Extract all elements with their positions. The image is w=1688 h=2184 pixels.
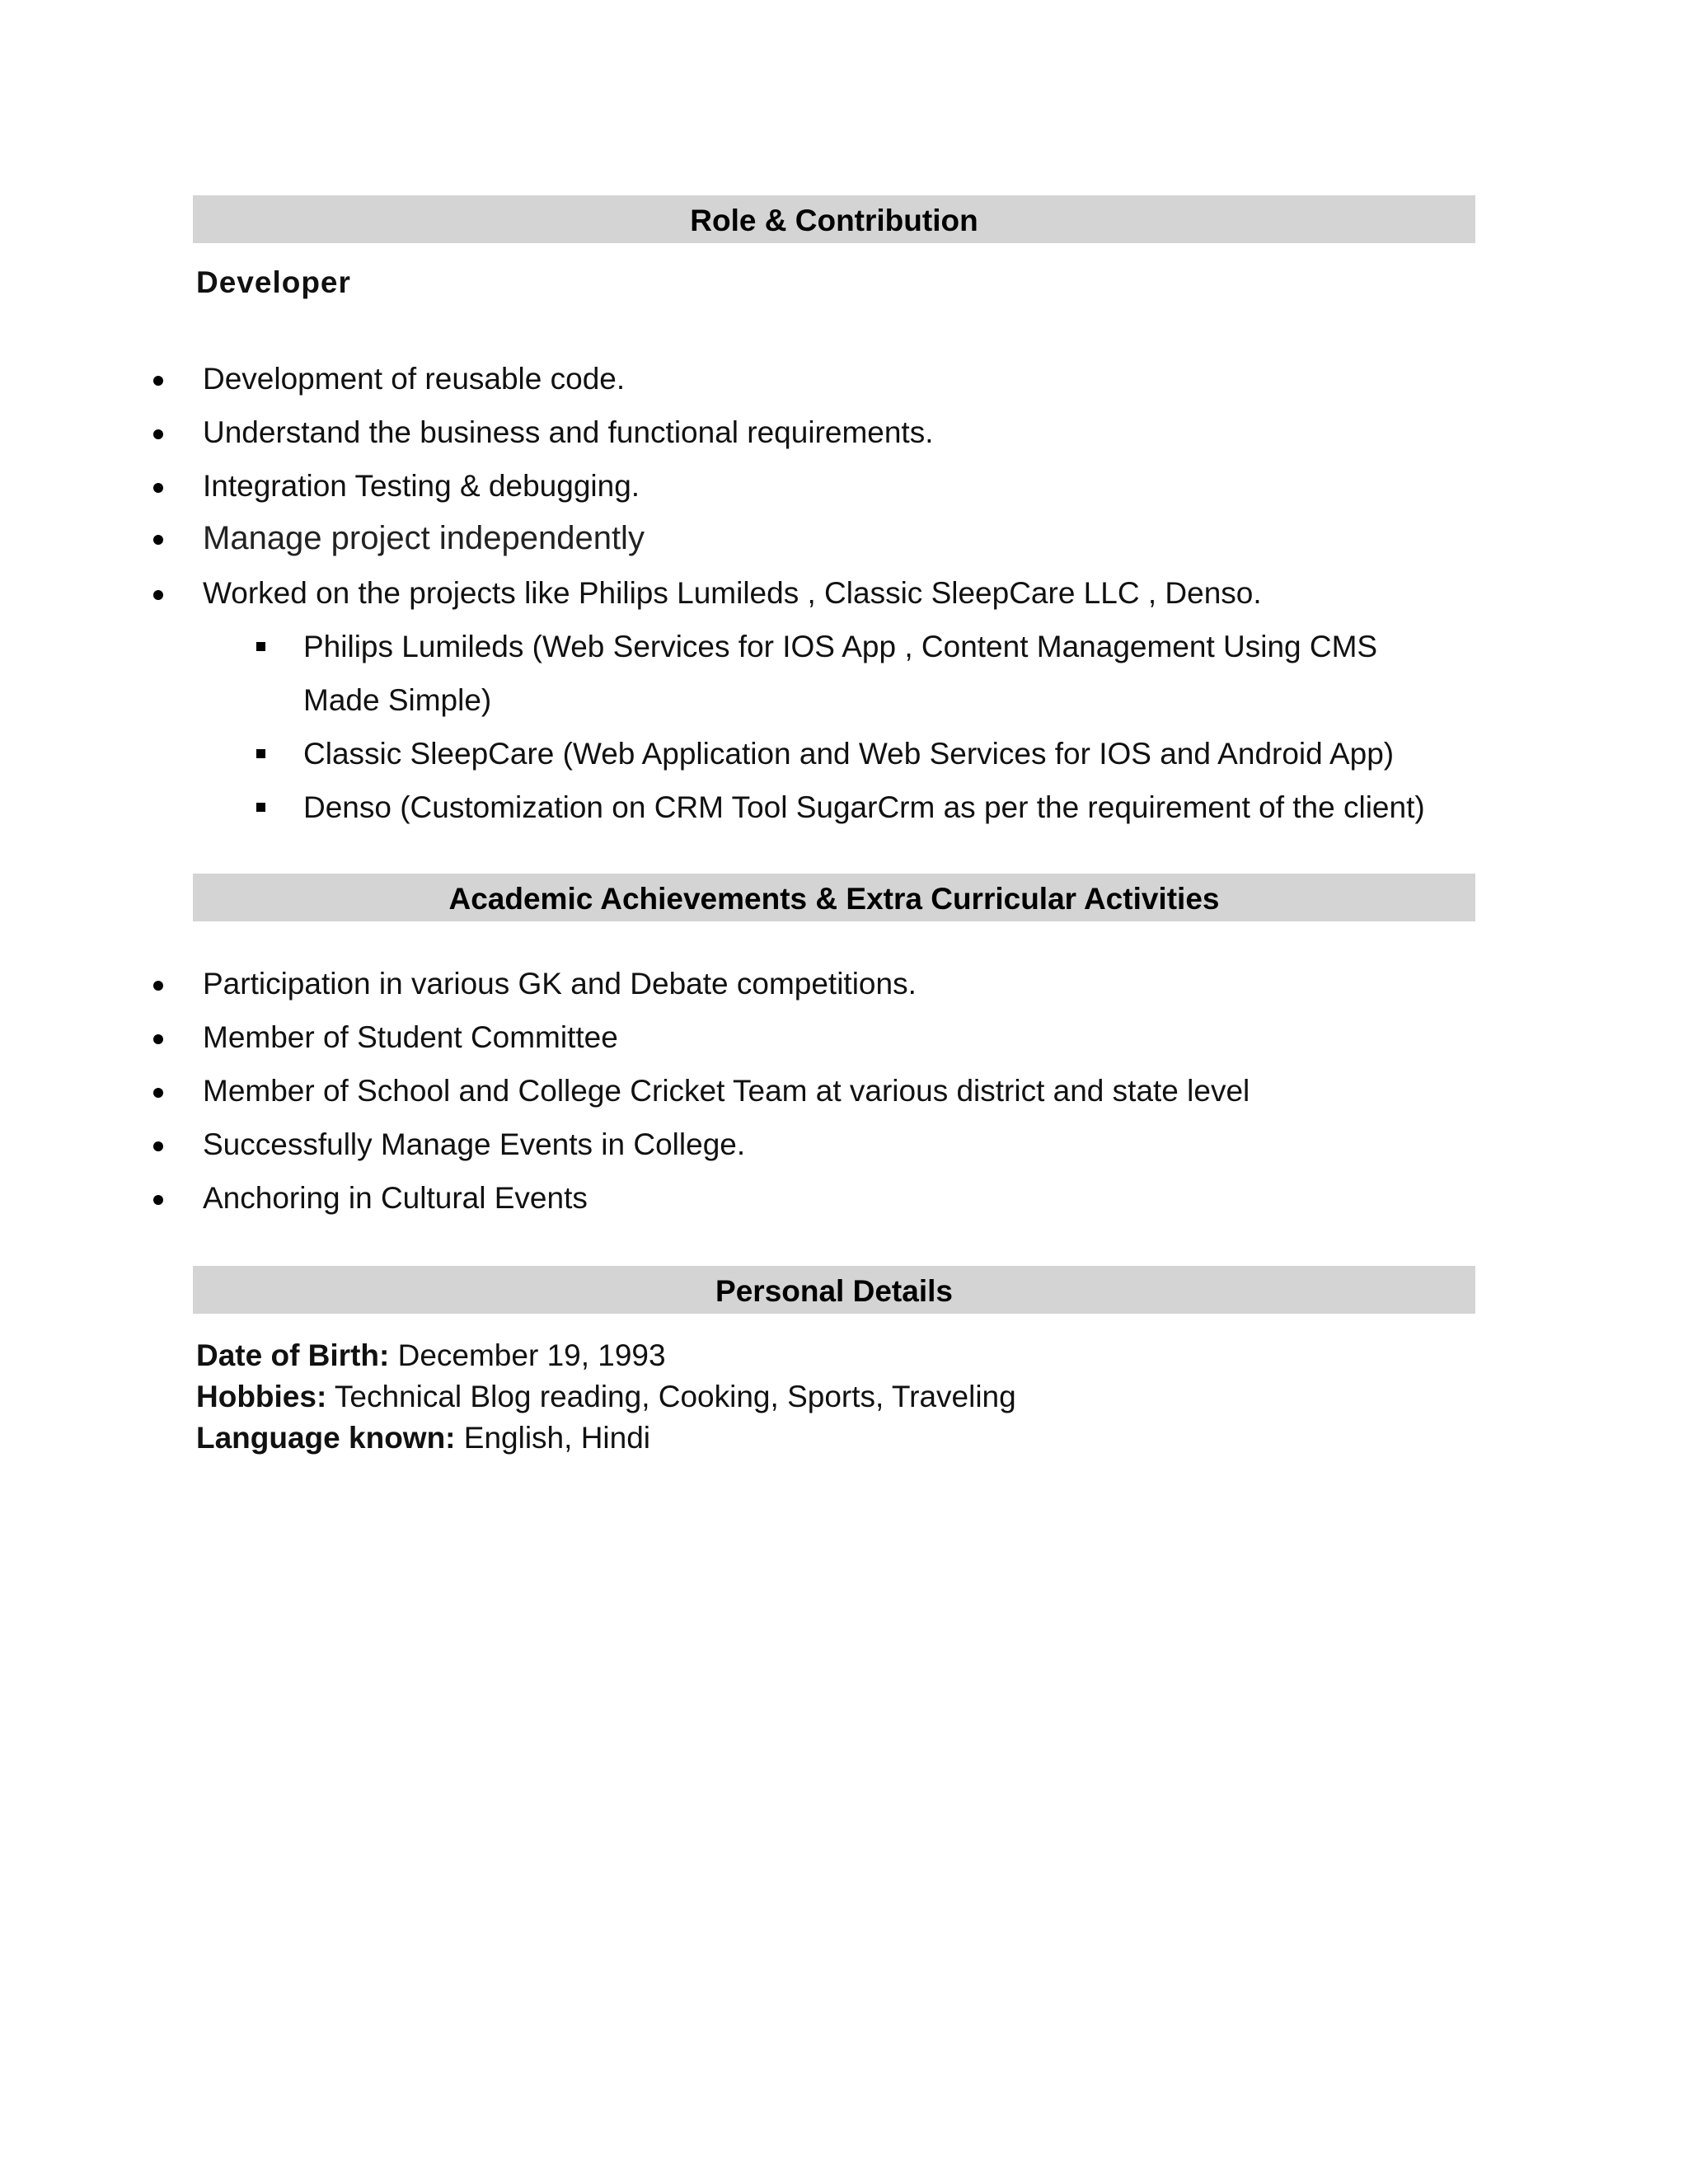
list-item-text: Member of School and College Cricket Team at various district and state level [203,1074,1250,1108]
bullet-icon [153,483,163,493]
section-heading-academic-achievements: Academic Achievements & Extra Curricular Activities [193,874,1475,921]
list-item-text: Development of reusable code. [203,362,626,396]
bullet-icon [153,1195,163,1205]
section-heading-personal-details: Personal Details [193,1266,1475,1314]
bullet-icon [153,376,163,386]
role-title: Developer [196,265,351,299]
bullet-icon [153,429,163,439]
sub-list-item-text: Denso (Customization on CRM Tool SugarCrm as per the requirement of the client) [303,790,1425,824]
language-row [196,1420,650,1456]
date-of-birth-value: December 19, 1993 [397,1338,666,1372]
list-item-text: Manage project independently [203,520,645,556]
bullet-icon [153,981,163,991]
bullet-icon [153,1034,163,1044]
list-item-text: Anchoring in Cultural Events [203,1181,588,1215]
bullet-icon [153,1088,163,1098]
list-item-text: Integration Testing & debugging. [203,469,640,503]
date-of-birth-label: Date of Birth: [196,1338,390,1372]
list-item-text: Participation in various GK and Debate competitions. [203,967,917,1001]
square-bullet-icon [256,803,265,812]
bullet-icon [153,535,163,545]
list-item-text: Member of Student Committee [203,1020,618,1054]
language-value: English, Hindi [463,1421,651,1455]
hobbies-row [196,1379,1016,1415]
square-bullet-icon [256,642,265,651]
list-item-text: Understand the business and functional requirements. [203,415,934,449]
hobbies-value: Technical Blog reading, Cooking, Sports, Traveling [334,1380,1016,1413]
list-item-text: Successfully Manage Events in College. [203,1127,746,1161]
sub-list-item-text-continued: Made Simple) [303,683,492,717]
bullet-icon [153,1141,163,1151]
list-item-text: Worked on the projects like Philips Lumileds , Classic SleepCare LLC , Denso. [203,576,1262,610]
section-heading-role-contribution: Role & Contribution [193,195,1475,243]
bullet-icon [153,590,163,600]
hobbies-label: Hobbies: [196,1380,327,1413]
language-label: Language known: [196,1421,456,1455]
sub-list-item-text: Philips Lumileds (Web Services for IOS App , Content Management Using CMS [303,630,1378,663]
sub-list-item-text: Classic SleepCare (Web Application and Web Services for IOS and Android App) [303,737,1395,771]
date-of-birth-row [196,1338,666,1374]
square-bullet-icon [256,749,265,758]
